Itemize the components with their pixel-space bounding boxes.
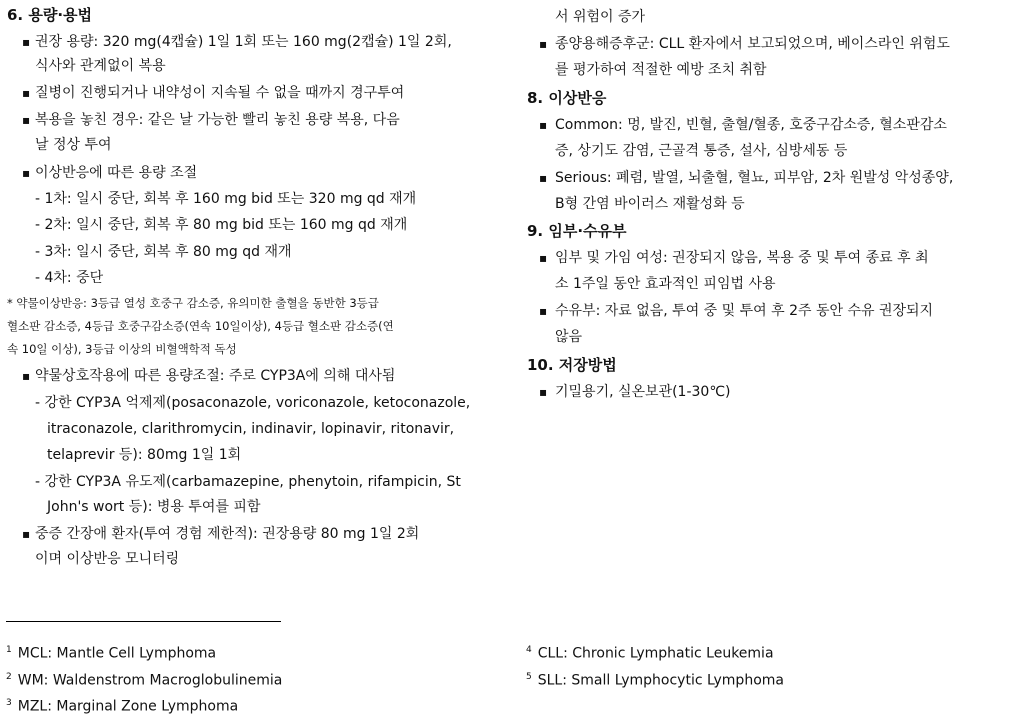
section-9-title: 9. 임부·수유부 <box>527 222 627 240</box>
hepatic-line2: 이며 이상반응 모니터링 <box>35 551 180 567</box>
footnote-1 <box>6 639 216 665</box>
dose-adjustment-title: 이상반응에 따른 용량 조절 <box>35 165 198 181</box>
footnote-number: 1 <box>6 645 12 655</box>
dose-step-3: - 3차: 일시 중단, 회복 후 80 mg qd 재개 <box>35 244 292 260</box>
footnote-text: WM: Waldenstrom Macroglobulinemia <box>17 672 283 689</box>
tls-line2: 를 평가하여 적절한 예방 조치 취함 <box>555 62 767 78</box>
footnote-number: 2 <box>6 672 12 682</box>
dose-step-4: - 4차: 중단 <box>35 270 104 286</box>
footnote-4 <box>526 639 774 665</box>
section-8-title: 8. 이상반응 <box>527 89 607 107</box>
serious-line1: Serious: 폐렴, 발열, 뇌출혈, 혈뇨, 피부암, 2차 원발성 악성종양, <box>555 170 954 186</box>
bullet-icon: ▪ <box>22 166 31 180</box>
footnote-divider <box>6 621 281 622</box>
tls-line1: 종양용해증후군: CLL 환자에서 보고되었으며, 베이스라인 위험도 <box>555 36 950 52</box>
bullet-icon: ▪ <box>22 113 31 127</box>
dose-duration: 질병이 진행되거나 내약성이 지속될 수 없을 때까지 경구투여 <box>35 85 405 101</box>
footnote-text: MCL: Mantle Cell Lymphoma <box>17 645 217 662</box>
bullet-icon: ▪ <box>539 385 548 399</box>
common-line1: Common: 멍, 발진, 빈혈, 출혈/혈종, 호중구감소증, 혈소판감소 <box>555 117 947 133</box>
footnote-text: MZL: Marginal Zone Lymphoma <box>17 698 239 715</box>
bullet-icon: ▪ <box>22 369 31 383</box>
dose-recommended-line1: 권장 용량: 320 mg(4캡슐) 1일 1회 또는 160 mg(2캡슐) 1일 2회, <box>35 34 452 50</box>
dose-step-2: - 2차: 일시 중단, 회복 후 80 mg bid 또는 160 mg qd 재개 <box>35 217 408 233</box>
bullet-icon: ▪ <box>539 37 548 51</box>
missed-dose-line1: 복용을 놓친 경우: 같은 날 가능한 빨리 놓친 용량 복용, 다음 <box>35 112 400 128</box>
dose-step-1: - 1차: 일시 중단, 회복 후 160 mg bid 또는 320 mg qd 재개 <box>35 191 417 207</box>
serious-line2: B형 간염 바이러스 재활성화 등 <box>555 196 745 212</box>
footnote-text: CLL: Chronic Lymphatic Leukemia <box>537 645 774 662</box>
adverse-note-line1: * 약물이상반응: 3등급 열성 호중구 감소증, 유의미한 출혈을 동반한 3등급 <box>7 296 379 310</box>
adverse-note-line2: 혈소판 감소증, 4등급 호중구감소증(연속 10일이상), 4등급 혈소판 감소증(연 <box>7 319 394 333</box>
footnote-number: 5 <box>526 672 532 682</box>
bullet-icon: ▪ <box>539 251 548 265</box>
bullet-icon: ▪ <box>539 118 548 132</box>
bullet-icon: ▪ <box>22 86 31 100</box>
hepatic-line1: 중증 간장애 환자(투여 경험 제한적): 권장용량 80 mg 1일 2회 <box>35 526 420 542</box>
bullet-icon: ▪ <box>539 171 548 185</box>
section-6-title: 6. 용량·용법 <box>7 6 93 24</box>
common-line2: 증, 상기도 감염, 근골격 통증, 설사, 심방세동 등 <box>555 143 848 159</box>
footnote-3 <box>6 692 238 718</box>
footnote-text: SLL: Small Lymphocytic Lymphoma <box>537 672 784 689</box>
bullet-icon: ▪ <box>22 35 31 49</box>
bullet-icon: ▪ <box>22 527 31 541</box>
pregnancy-line2: 소 1주일 동안 효과적인 피임법 사용 <box>555 276 776 292</box>
adverse-note-line3: 속 10일 이상), 3등급 이상의 비혈액학적 독성 <box>7 342 237 356</box>
lactation-line2: 않음 <box>555 329 583 345</box>
footnote-2 <box>6 666 282 692</box>
dose-recommended-line2: 식사와 관계없이 복용 <box>35 58 166 74</box>
lactation-line1: 수유부: 자료 없음, 투여 중 및 투여 후 2주 동안 수유 권장되지 <box>555 303 934 319</box>
footnote-5 <box>526 666 784 692</box>
missed-dose-line2: 날 정상 투여 <box>35 137 112 153</box>
storage-line: 기밀용기, 실온보관(1-30℃) <box>555 384 731 400</box>
inhibitor-line2: itraconazole, clarithromycin, indinavir, lopinavir, ritonavir, <box>47 421 455 437</box>
inducer-line2: John's wort 등): 병용 투여를 피함 <box>47 499 261 515</box>
section-10-title: 10. 저장방법 <box>527 356 617 374</box>
inhibitor-line1: - 강한 CYP3A 억제제(posaconazole, voriconazole, ketoconazole, <box>35 395 471 411</box>
footnote-number: 3 <box>6 698 12 708</box>
continued-line: 서 위험이 증가 <box>555 9 646 25</box>
inhibitor-line3: telaprevir 등): 80mg 1일 1회 <box>47 447 242 463</box>
footnote-number: 4 <box>526 645 532 655</box>
bullet-icon: ▪ <box>539 304 548 318</box>
inducer-line1: - 강한 CYP3A 유도제(carbamazepine, phenytoin, rifampicin, St <box>35 474 461 490</box>
interaction-title: 약물상호작용에 따른 용량조절: 주로 CYP3A에 의해 대사됨 <box>35 368 396 384</box>
pregnancy-line1: 임부 및 가임 여성: 권장되지 않음, 복용 중 및 투여 종료 후 최 <box>555 250 929 266</box>
